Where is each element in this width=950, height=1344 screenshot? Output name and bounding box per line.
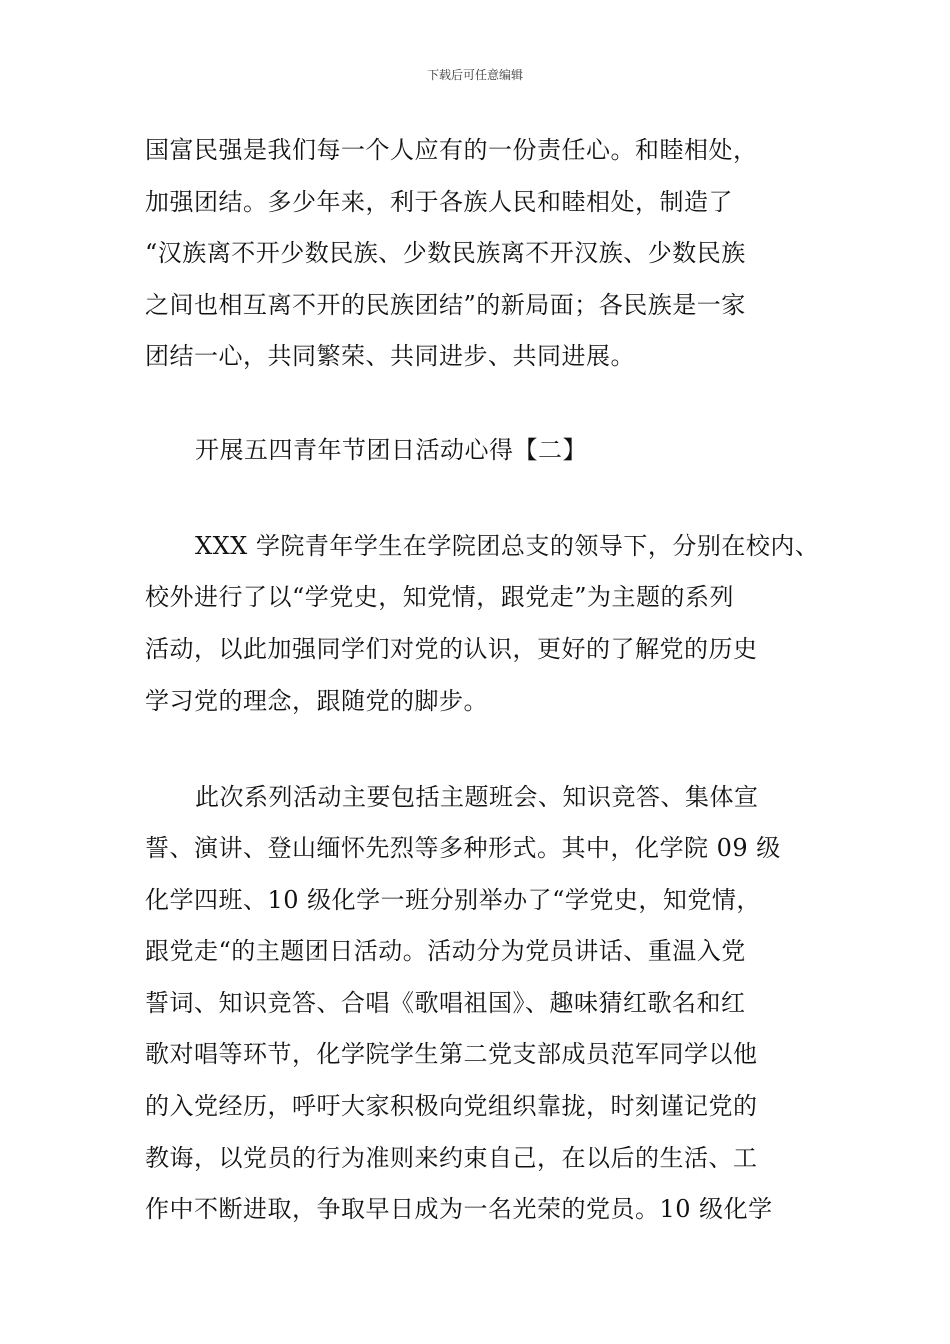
section-heading: 开展五四青年节团日活动心得【二】 [195, 436, 587, 464]
text-line: 国富民强是我们每一个人应有的一份责任心。和睦相处， [145, 136, 758, 164]
text-line: 化学四班、10 级化学一班分别举办了“学党史，知党情， [145, 886, 761, 914]
text-line: 作中不断进取，争取早日成为一名光荣的党员。10 级化学 [145, 1195, 773, 1223]
text-line: XXX 学院青年学生在学院团总支的领导下，分别在校内、 [195, 532, 820, 560]
page-header: 下载后可任意编辑 [426, 68, 523, 82]
text-line: 团结一心，共同繁荣、共同进步、共同进展。 [145, 342, 635, 370]
text-line: 歌对唱等环节，化学院学生第二党支部成员范军同学以他 [145, 1040, 758, 1068]
text-line: 此次系列活动主要包括主题班会、知识竞答、集体宣 [195, 783, 759, 811]
text-line: 跟党走“的主题团日活动。活动分为党员讲话、重温入党 [145, 937, 746, 965]
text-line: 之间也相互离不开的民族团结”的新局面；各民族是一家 [145, 291, 746, 319]
text-line: “汉族离不开少数民族、少数民族离不开汉族、少数民族 [145, 239, 746, 267]
text-line: 誓词、知识竞答、合唱《歌唱祖国》、趣味猜红歌名和红 [145, 989, 746, 1017]
text-line: 誓、演讲、登山缅怀先烈等多种形式。其中，化学院 09 级 [145, 834, 781, 862]
text-line: 活动，以此加强同学们对党的认识，更好的了解党的历史 [145, 635, 758, 663]
text-line: 的入党经历，呼吁大家积极向党组织靠拢，时刻谨记党的 [145, 1092, 758, 1120]
text-line: 校外进行了以“学党史，知党情，跟党走”为主题的系列 [145, 583, 735, 611]
text-line: 加强团结。多少年来，利于各族人民和睦相处，制造了 [145, 188, 733, 216]
text-line: 教诲，以党员的行为准则来约束自己，在以后的生活、工 [145, 1144, 758, 1172]
text-line: 学习党的理念，跟随党的脚步。 [145, 687, 488, 715]
